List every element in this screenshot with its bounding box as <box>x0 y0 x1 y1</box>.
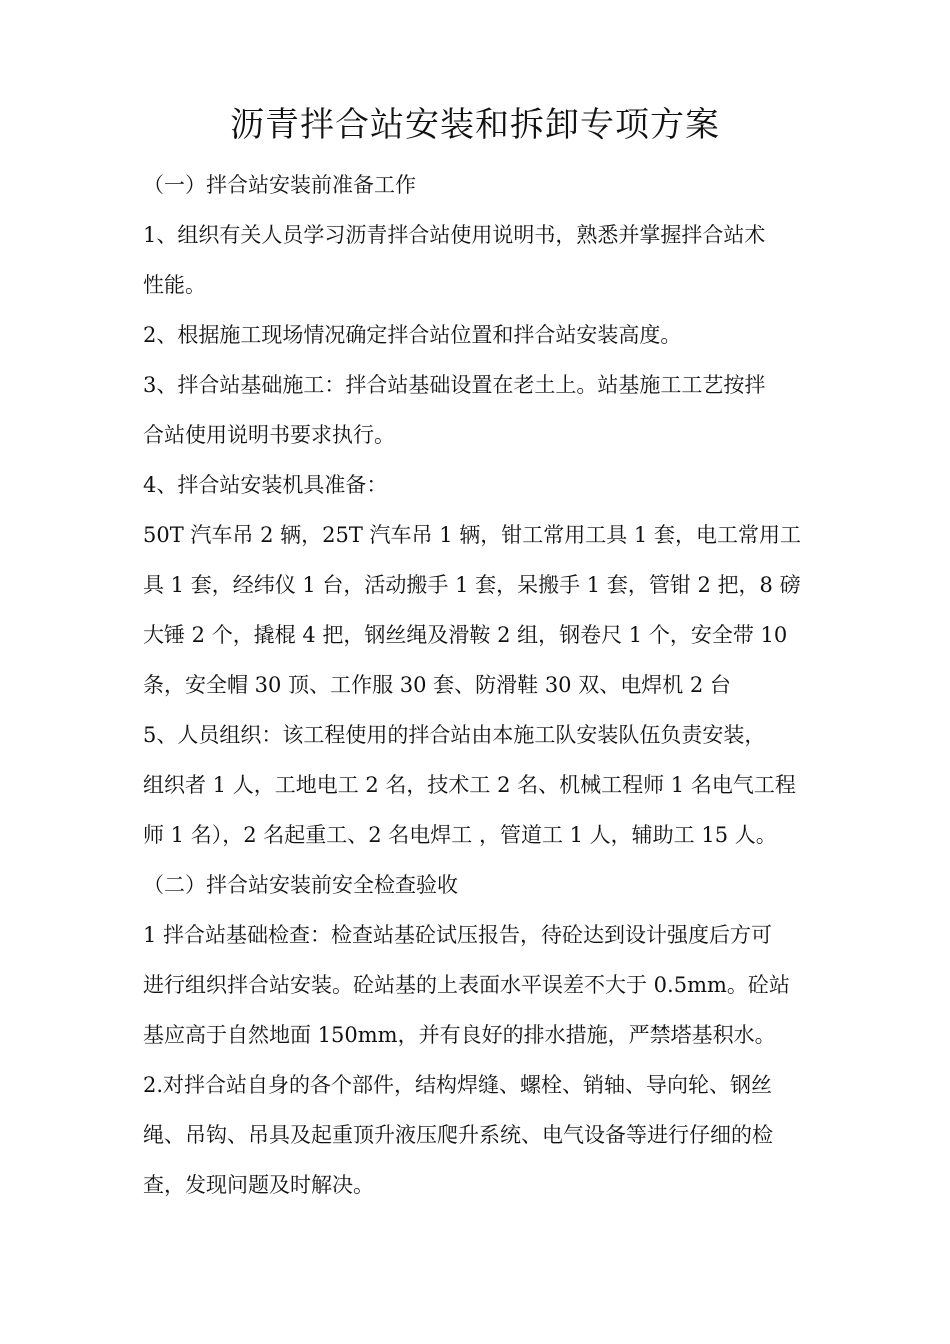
paragraph-line: 具 1 套，经纬仪 1 台，活动搬手 1 套，呆搬手 1 套，管钳 2 把，8 磅 <box>143 573 801 597</box>
paragraph-line: 进行组织拌合站安装。砼站基的上表面水平误差不大于 0.5mm。砼站 <box>143 973 790 997</box>
paragraph-line: 1 拌合站基础检查：检查站基砼试压报告，待砼达到设计强度后方可 <box>143 923 773 947</box>
section-heading-1: （一）拌合站安装前准备工作 <box>143 173 416 197</box>
paragraph-line: 大锤 2 个，撬棍 4 把，钢丝绳及滑鞍 2 组，钢卷尺 1 个，安全带 10 <box>143 623 788 647</box>
paragraph-line: 3、拌合站基础施工：拌合站基础设置在老土上。站基施工工艺按拌 <box>143 373 766 397</box>
paragraph-line: 50T 汽车吊 2 辆，25T 汽车吊 1 辆，钳工常用工具 1 套，电工常用工 <box>143 523 801 547</box>
paragraph-line: 基应高于自然地面 150mm，并有良好的排水措施，严禁塔基积水。 <box>143 1023 776 1047</box>
paragraph-line: 组织者 1 人，工地电工 2 名，技术工 2 名、机械工程师 1 名电气工程 <box>143 773 796 797</box>
document-body <box>143 160 811 1210</box>
paragraph-line: 2.对拌合站自身的各个部件，结构焊缝、螺栓、销轴、导向轮、钢丝 <box>143 1073 773 1097</box>
paragraph-line: 4、拌合站安装机具准备： <box>143 473 388 497</box>
paragraph-line: 查，发现问题及时解决。 <box>143 1173 374 1197</box>
paragraph-line: 性能。 <box>143 273 206 297</box>
paragraph-line: 条，安全帽 30 顶、工作服 30 套、防滑鞋 30 双、电焊机 2 台 <box>143 673 731 697</box>
paragraph-line: 合站使用说明书要求执行。 <box>143 423 395 447</box>
paragraph-line: 1、组织有关人员学习沥青拌合站使用说明书，熟悉并掌握拌合站术 <box>143 223 766 247</box>
document-title: 沥青拌合站安装和拆卸专项方案 <box>230 105 720 145</box>
paragraph-line: 绳、吊钩、吊具及起重顶升液压爬升系统、电气设备等进行仔细的检 <box>143 1123 773 1147</box>
paragraph-line: 师 1 名），2 名起重工、2 名电焊工 ，管道工 1 人，辅助工 15 人。 <box>143 823 777 847</box>
paragraph-line: 5、人员组织：该工程使用的拌合站由本施工队安装队伍负责安装， <box>143 723 766 747</box>
section-heading-2: （二）拌合站安装前安全检查验收 <box>143 873 458 897</box>
paragraph-line: 2、根据施工现场情况确定拌合站位置和拌合站安装高度。 <box>143 323 682 347</box>
